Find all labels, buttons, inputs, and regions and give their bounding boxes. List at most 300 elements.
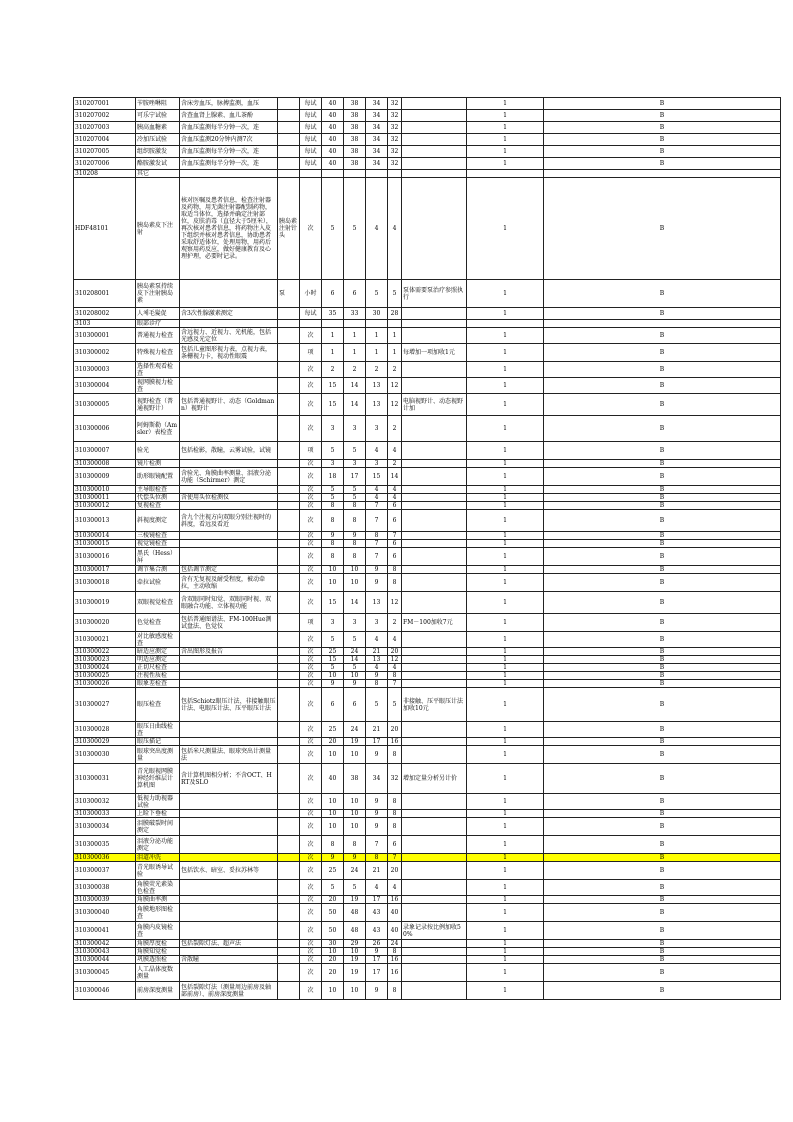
category-cell: B	[544, 836, 781, 854]
price-level-1-cell: 8	[322, 548, 344, 566]
table-row	[74, 416, 781, 442]
note-cell	[402, 320, 467, 328]
note-cell	[402, 818, 467, 836]
unit-cell: 每试	[300, 122, 322, 134]
insurance-ratio-cell: 1	[467, 486, 544, 494]
price-level-3-cell: 13	[366, 592, 388, 614]
note-cell	[402, 328, 467, 344]
table-row	[74, 940, 781, 948]
price-level-3-cell: 17	[366, 956, 388, 964]
item-content-cell: 含使用头位检测仪	[180, 494, 278, 502]
excluded-content-cell	[278, 672, 300, 680]
unit-cell: 次	[300, 510, 322, 532]
table-row	[74, 896, 781, 904]
item-content-cell: 含出图形及报告	[180, 648, 278, 656]
price-level-4-cell: 16	[388, 964, 402, 982]
note-cell	[402, 510, 467, 532]
item-content-cell: 含双眼同时知觉、双眼同时视、双眼融合功能、立体视功能	[180, 592, 278, 614]
unit-cell: 次	[300, 956, 322, 964]
table-row	[74, 922, 781, 940]
insurance-ratio-cell: 1	[467, 502, 544, 510]
price-level-2-cell: 5	[344, 664, 366, 672]
item-content-cell	[180, 502, 278, 510]
category-cell: B	[544, 672, 781, 680]
price-level-3-cell: 34	[366, 98, 388, 110]
table-row	[74, 442, 781, 460]
price-level-4-cell: 40	[388, 904, 402, 922]
note-cell	[402, 680, 467, 688]
insurance-ratio-cell: 1	[467, 134, 544, 146]
unit-cell: 次	[300, 680, 322, 688]
price-level-2-cell: 1	[344, 344, 366, 362]
note-cell	[402, 904, 467, 922]
excluded-content-cell	[278, 460, 300, 468]
note-cell	[402, 548, 467, 566]
excluded-content-cell	[278, 854, 300, 862]
excluded-content-cell	[278, 648, 300, 656]
unit-cell: 次	[300, 722, 322, 738]
unit-cell: 次	[300, 566, 322, 574]
item-name-cell: 角膜知觉检	[136, 948, 180, 956]
category-cell: B	[544, 648, 781, 656]
item-content-cell	[180, 632, 278, 648]
item-name-cell: 视觉镜检查	[136, 540, 180, 548]
table-row	[74, 158, 781, 170]
table-row	[74, 378, 781, 394]
item-content-cell: 含血压监测每半分钟一次，连	[180, 146, 278, 158]
item-name-cell: 巩膜透照检	[136, 956, 180, 964]
price-level-1-cell: 6	[322, 688, 344, 722]
note-cell	[402, 896, 467, 904]
note-cell	[402, 416, 467, 442]
item-name-cell: 可乐宁试验	[136, 110, 180, 122]
item-code-cell: 310207005	[74, 146, 136, 158]
price-level-2-cell: 8	[344, 502, 366, 510]
price-level-2-cell: 2	[344, 362, 366, 378]
item-content-cell: 包括儿童图形视力表，点视力表，条栅视力卡，视动性眼震	[180, 344, 278, 362]
item-code-cell: 310300023	[74, 656, 136, 664]
price-level-1-cell: 18	[322, 468, 344, 486]
item-content-cell	[180, 672, 278, 680]
unit-cell	[300, 320, 322, 328]
item-name-cell: 泪膜破裂时间测定	[136, 818, 180, 836]
item-content-cell	[180, 532, 278, 540]
price-level-2-cell: 1	[344, 328, 366, 344]
excluded-content-cell	[278, 170, 300, 178]
unit-cell: 次	[300, 468, 322, 486]
price-level-1-cell: 40	[322, 110, 344, 122]
item-name-cell: 青光眼诱导试验	[136, 862, 180, 880]
price-level-1-cell: 6	[322, 280, 344, 308]
item-name-cell: 前房深度测量	[136, 982, 180, 1000]
insurance-ratio-cell	[467, 320, 544, 328]
item-code-cell: 310207001	[74, 98, 136, 110]
unit-cell: 次	[300, 836, 322, 854]
price-level-1-cell: 10	[322, 982, 344, 1000]
price-level-4-cell: 7	[388, 532, 402, 540]
price-level-1-cell: 10	[322, 948, 344, 956]
price-level-3-cell: 5	[366, 280, 388, 308]
price-level-4-cell: 12	[388, 378, 402, 394]
excluded-content-cell	[278, 880, 300, 896]
item-code-cell: 310300035	[74, 836, 136, 854]
price-level-2-cell: 8	[344, 836, 366, 854]
unit-cell	[300, 170, 322, 178]
category-cell: B	[544, 328, 781, 344]
note-cell	[402, 940, 467, 948]
item-name-cell: 角膜地形图检查	[136, 904, 180, 922]
item-content-cell	[180, 794, 278, 810]
price-level-1-cell: 5	[322, 442, 344, 460]
table-row	[74, 394, 781, 416]
category-cell: B	[544, 98, 781, 110]
item-code-cell: 310300024	[74, 664, 136, 672]
item-code-cell: 310208002	[74, 308, 136, 320]
table-row	[74, 810, 781, 818]
category-cell: B	[544, 818, 781, 836]
price-level-2-cell: 19	[344, 738, 366, 746]
price-level-4-cell: 4	[388, 442, 402, 460]
item-name-cell: 眼压检查	[136, 688, 180, 722]
price-level-4-cell: 2	[388, 362, 402, 378]
price-level-3-cell: 9	[366, 794, 388, 810]
table-row	[74, 956, 781, 964]
price-level-1-cell: 10	[322, 566, 344, 574]
price-level-4-cell: 1	[388, 328, 402, 344]
excluded-content-cell	[278, 486, 300, 494]
item-name-cell: 验光	[136, 442, 180, 460]
item-code-cell: 310300002	[74, 344, 136, 362]
item-content-cell: 包括饮水、暗室、妥拉苏林等	[180, 862, 278, 880]
insurance-ratio-cell: 1	[467, 982, 544, 1000]
item-code-cell: 310300034	[74, 818, 136, 836]
category-cell: B	[544, 502, 781, 510]
note-cell	[402, 460, 467, 468]
insurance-ratio-cell: 1	[467, 854, 544, 862]
note-cell: 泵体需要泵治疗参照执行	[402, 280, 467, 308]
item-code-cell: 310300016	[74, 548, 136, 566]
unit-cell: 次	[300, 394, 322, 416]
price-level-2-cell: 8	[344, 510, 366, 532]
insurance-ratio-cell: 1	[467, 862, 544, 880]
note-cell	[402, 948, 467, 956]
note-cell: FM－100加收7元	[402, 614, 467, 632]
item-code-cell: 310207003	[74, 122, 136, 134]
table-row	[74, 134, 781, 146]
item-content-cell	[180, 948, 278, 956]
item-content-cell: 含3次性腺激素测定	[180, 308, 278, 320]
price-level-1-cell: 10	[322, 746, 344, 764]
insurance-ratio-cell: 1	[467, 656, 544, 664]
price-level-2-cell: 38	[344, 134, 366, 146]
insurance-ratio-cell: 1	[467, 158, 544, 170]
item-name-cell: 主导眼检查	[136, 486, 180, 494]
note-cell	[402, 982, 467, 1000]
item-content-cell: 包括普通视野计、动态（Goldmann）视野计	[180, 394, 278, 416]
item-content-cell	[180, 548, 278, 566]
unit-cell: 每试	[300, 110, 322, 122]
item-code-cell: 310208	[74, 170, 136, 178]
category-cell: B	[544, 680, 781, 688]
insurance-ratio-cell: 1	[467, 688, 544, 722]
item-name-cell: 冷加压试验	[136, 134, 180, 146]
price-level-3-cell: 5	[366, 688, 388, 722]
price-level-4-cell: 6	[388, 510, 402, 532]
price-level-3-cell: 7	[366, 502, 388, 510]
excluded-content-cell	[278, 794, 300, 810]
price-level-2-cell: 3	[344, 460, 366, 468]
insurance-ratio-cell: 1	[467, 680, 544, 688]
unit-cell: 次	[300, 922, 322, 940]
item-content-cell: 核对医嘱及患者信息，检查注射器及药物，用无菌注射器配制药物，取适当体位，选择并确定注射部位，皮肤消毒（直径大于5厘米），再次核对患者信息，将药物注入皮下组织并核对患者信息，协助患者采取舒适体位，处理用物，用药后观察用药反应，做好健康教育及心理护理，必要时记录。	[180, 178, 278, 280]
price-level-1-cell: 1	[322, 344, 344, 362]
excluded-content-cell	[278, 110, 300, 122]
excluded-content-cell	[278, 862, 300, 880]
unit-cell: 次	[300, 592, 322, 614]
price-level-1-cell: 15	[322, 592, 344, 614]
insurance-ratio-cell: 1	[467, 574, 544, 592]
item-name-cell: 眼球突出度测量	[136, 746, 180, 764]
excluded-content-cell	[278, 764, 300, 794]
category-cell: B	[544, 280, 781, 308]
item-content-cell	[180, 486, 278, 494]
insurance-ratio-cell: 1	[467, 378, 544, 394]
price-level-2-cell: 3	[344, 614, 366, 632]
price-level-2-cell: 10	[344, 566, 366, 574]
item-code-cell: 310300017	[74, 566, 136, 574]
table-row	[74, 982, 781, 1000]
price-level-4-cell: 6	[388, 502, 402, 510]
item-name-cell: 暗适应测定	[136, 648, 180, 656]
item-content-cell	[180, 854, 278, 862]
item-code-cell: 310300004	[74, 378, 136, 394]
price-level-2-cell: 19	[344, 956, 366, 964]
category-cell: B	[544, 308, 781, 320]
item-name-cell: 明适应测定	[136, 656, 180, 664]
excluded-content-cell	[278, 592, 300, 614]
category-cell: B	[544, 574, 781, 592]
excluded-content-cell	[278, 904, 300, 922]
price-level-4-cell: 4	[388, 664, 402, 672]
excluded-content-cell	[278, 362, 300, 378]
insurance-ratio-cell: 1	[467, 738, 544, 746]
excluded-content-cell	[278, 632, 300, 648]
category-cell: B	[544, 632, 781, 648]
category-cell: B	[544, 688, 781, 722]
price-level-3-cell: 13	[366, 656, 388, 664]
excluded-content-cell	[278, 566, 300, 574]
excluded-content-cell	[278, 922, 300, 940]
price-level-4-cell: 16	[388, 896, 402, 904]
price-level-4-cell: 8	[388, 574, 402, 592]
item-name-cell: 三棱镜检查	[136, 532, 180, 540]
price-level-4-cell: 5	[388, 688, 402, 722]
item-content-cell	[180, 656, 278, 664]
table-row	[74, 574, 781, 592]
price-level-1-cell: 1	[322, 328, 344, 344]
item-name-cell: 眼部诊疗	[136, 320, 180, 328]
item-code-cell: 310300007	[74, 442, 136, 460]
price-level-2-cell: 19	[344, 896, 366, 904]
item-content-cell	[180, 922, 278, 940]
price-level-3-cell: 13	[366, 378, 388, 394]
category-cell: B	[544, 134, 781, 146]
price-level-2-cell: 5	[344, 178, 366, 280]
category-cell	[544, 320, 781, 328]
item-name-cell: 特殊视力检查	[136, 344, 180, 362]
table-row	[74, 592, 781, 614]
category-cell: B	[544, 948, 781, 956]
table-row	[74, 494, 781, 502]
price-level-3-cell: 7	[366, 510, 388, 532]
item-name-cell: 选择性观看检查	[136, 362, 180, 378]
item-name-cell: 组织胺激发	[136, 146, 180, 158]
note-cell	[402, 632, 467, 648]
item-name-cell: 人체毛髮促	[136, 308, 180, 320]
insurance-ratio-cell: 1	[467, 416, 544, 442]
price-level-3-cell: 4	[366, 632, 388, 648]
price-level-2-cell: 38	[344, 158, 366, 170]
insurance-ratio-cell: 1	[467, 532, 544, 540]
item-name-cell: 助形眼镜配置	[136, 468, 180, 486]
category-cell: B	[544, 468, 781, 486]
price-level-1-cell: 10	[322, 818, 344, 836]
item-code-cell: 310300029	[74, 738, 136, 746]
price-level-1-cell: 30	[322, 940, 344, 948]
price-level-2-cell: 10	[344, 672, 366, 680]
insurance-ratio-cell: 1	[467, 672, 544, 680]
insurance-ratio-cell: 1	[467, 964, 544, 982]
excluded-content-cell	[278, 688, 300, 722]
price-level-4-cell: 14	[388, 468, 402, 486]
price-level-3-cell: 1	[366, 328, 388, 344]
item-code-cell: 310300037	[74, 862, 136, 880]
price-level-4-cell: 6	[388, 836, 402, 854]
price-level-3-cell: 4	[366, 664, 388, 672]
table-row	[74, 170, 781, 178]
item-content-cell	[180, 378, 278, 394]
table-row	[74, 880, 781, 896]
item-code-cell: 310300045	[74, 964, 136, 982]
unit-cell: 项	[300, 442, 322, 460]
category-cell: B	[544, 460, 781, 468]
price-level-1-cell: 40	[322, 134, 344, 146]
insurance-ratio-cell: 1	[467, 328, 544, 344]
category-cell: B	[544, 416, 781, 442]
category-cell: B	[544, 362, 781, 378]
price-level-4-cell: 12	[388, 592, 402, 614]
price-level-3-cell: 21	[366, 862, 388, 880]
category-cell: B	[544, 378, 781, 394]
item-content-cell	[180, 362, 278, 378]
item-name-cell: 复视检查	[136, 502, 180, 510]
item-code-cell: 310300040	[74, 904, 136, 922]
note-cell: 录象记录按比例加收50%	[402, 922, 467, 940]
note-cell	[402, 566, 467, 574]
price-level-1-cell	[322, 170, 344, 178]
note-cell	[402, 956, 467, 964]
price-level-3-cell: 43	[366, 904, 388, 922]
unit-cell: 次	[300, 378, 322, 394]
table-row	[74, 862, 781, 880]
excluded-content-cell	[278, 510, 300, 532]
excluded-content-cell	[278, 964, 300, 982]
unit-cell: 次	[300, 632, 322, 648]
price-level-3-cell: 7	[366, 548, 388, 566]
insurance-ratio-cell: 1	[467, 940, 544, 948]
item-name-cell: 青光眼视网膜神经纤维层计算机图	[136, 764, 180, 794]
price-level-1-cell: 40	[322, 98, 344, 110]
unit-cell: 次	[300, 574, 322, 592]
price-level-3-cell: 34	[366, 146, 388, 158]
unit-cell: 次	[300, 880, 322, 896]
excluded-content-cell	[278, 378, 300, 394]
price-level-4-cell: 8	[388, 948, 402, 956]
unit-cell: 次	[300, 486, 322, 494]
note-cell	[402, 664, 467, 672]
insurance-ratio-cell: 1	[467, 648, 544, 656]
note-cell	[402, 158, 467, 170]
table-row	[74, 664, 781, 672]
price-level-2-cell: 38	[344, 110, 366, 122]
excluded-content-cell	[278, 494, 300, 502]
item-name-cell: 角膜曲率测	[136, 896, 180, 904]
insurance-ratio-cell: 1	[467, 794, 544, 810]
note-cell	[402, 656, 467, 664]
price-level-3-cell: 2	[366, 362, 388, 378]
insurance-ratio-cell: 1	[467, 308, 544, 320]
excluded-content-cell	[278, 122, 300, 134]
item-code-cell: 310207006	[74, 158, 136, 170]
category-cell: B	[544, 110, 781, 122]
unit-cell: 次	[300, 862, 322, 880]
note-cell	[402, 854, 467, 862]
unit-cell: 次	[300, 764, 322, 794]
insurance-ratio-cell: 1	[467, 98, 544, 110]
item-code-cell: 310300033	[74, 810, 136, 818]
category-cell: B	[544, 940, 781, 948]
unit-cell: 次	[300, 940, 322, 948]
price-level-1-cell: 50	[322, 922, 344, 940]
insurance-ratio-cell: 1	[467, 344, 544, 362]
price-level-1-cell: 5	[322, 632, 344, 648]
price-level-1-cell: 25	[322, 648, 344, 656]
note-cell	[402, 170, 467, 178]
insurance-ratio-cell: 1	[467, 122, 544, 134]
item-content-cell: 含查血肾上腺素、血儿茶酚	[180, 110, 278, 122]
item-name-cell: 斜视度测定	[136, 510, 180, 532]
excluded-content-cell	[278, 956, 300, 964]
price-level-4-cell: 40	[388, 922, 402, 940]
price-level-4-cell: 16	[388, 956, 402, 964]
note-cell	[402, 146, 467, 158]
price-level-2-cell: 8	[344, 548, 366, 566]
insurance-ratio-cell: 1	[467, 764, 544, 794]
price-level-2-cell: 3	[344, 416, 366, 442]
category-cell: B	[544, 656, 781, 664]
item-content-cell: 包括裂隙灯法（测量周边前房及轴部前房）、前房深度测量	[180, 982, 278, 1000]
excluded-content-cell	[278, 948, 300, 956]
unit-cell: 次	[300, 738, 322, 746]
insurance-ratio-cell: 1	[467, 548, 544, 566]
excluded-content-cell	[278, 468, 300, 486]
excluded-content-cell	[278, 722, 300, 738]
insurance-ratio-cell: 1	[467, 896, 544, 904]
note-cell	[402, 494, 467, 502]
excluded-content-cell	[278, 746, 300, 764]
excluded-content-cell	[278, 502, 300, 510]
note-cell	[402, 722, 467, 738]
